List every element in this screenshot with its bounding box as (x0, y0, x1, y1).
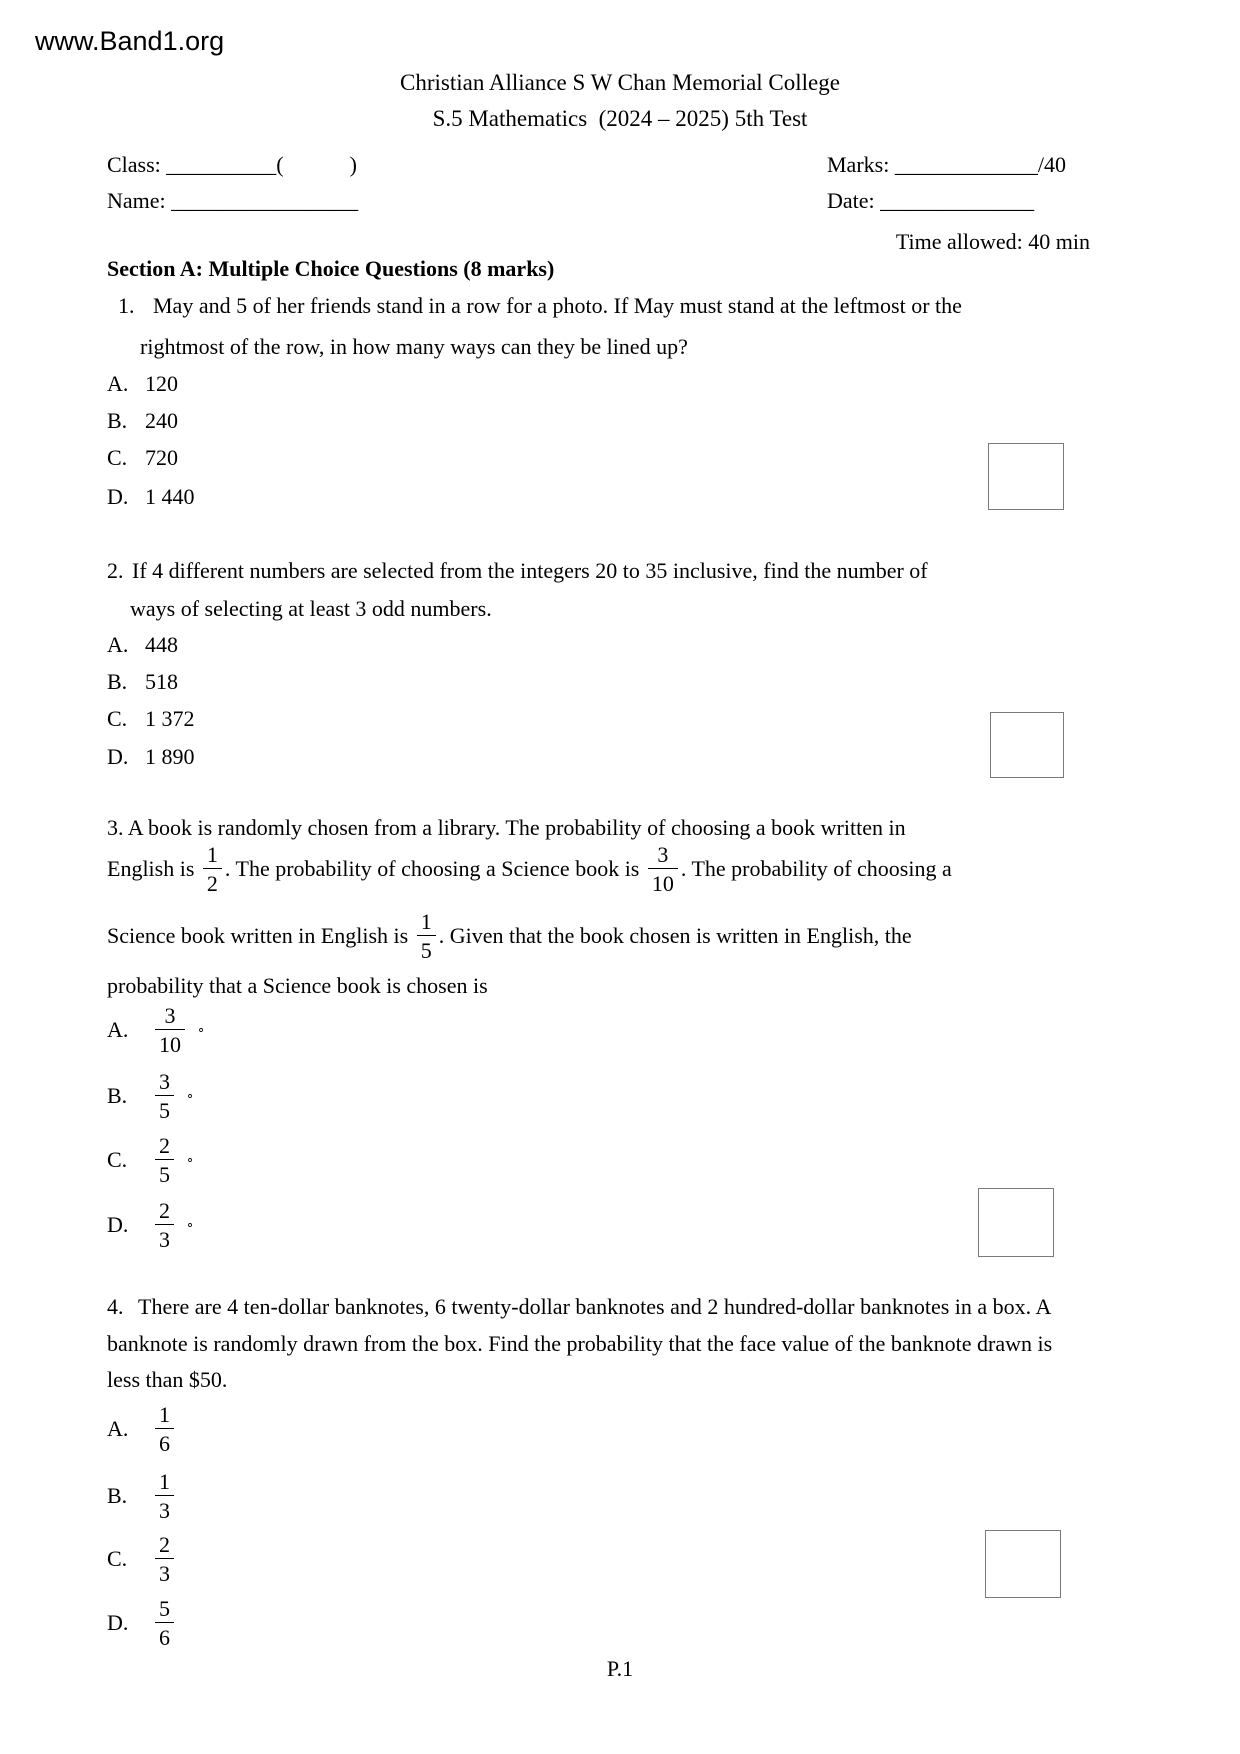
fraction-denominator: 10 (648, 868, 678, 895)
fraction-denominator: 3 (155, 1224, 174, 1251)
small-circle-mark: ∘ (197, 1022, 206, 1038)
q1-option-b-value: 240 (145, 408, 178, 433)
class-field (107, 152, 357, 178)
q3-option-b (107, 1070, 194, 1122)
q3-option-b-label: B. (107, 1083, 128, 1109)
q2-option-d-label: D. (107, 744, 129, 769)
school-title: Christian Alliance S W Chan Memorial College (400, 70, 840, 95)
fraction-numerator: 1 (420, 909, 432, 934)
date-blank[interactable]: ______________ (880, 188, 1035, 213)
q3-option-d-fraction (155, 1199, 174, 1251)
q1-text-line1: May and 5 of her friends stand in a row for a photo. If May must stand at the leftmost or the (153, 293, 962, 318)
q1-answer-box[interactable] (988, 443, 1064, 510)
q3-option-d-label: D. (107, 1212, 129, 1238)
q3-text-line1: 3. A book is randomly chosen from a library. The probability of choosing a book written in (107, 815, 906, 840)
q3-line2-seg1: English is (107, 856, 200, 882)
class-label: Class: (107, 152, 167, 177)
q1-number: 1. (118, 293, 135, 318)
watermark: www.Band1.org (35, 26, 225, 56)
q2-option-b (107, 669, 178, 695)
q2-option-a-label: A. (107, 632, 129, 657)
q3-text-line2 (107, 843, 952, 895)
q4-text-line1: There are 4 ten-dollar banknotes, 6 twenty-dollar banknotes and 2 hundred-dollar banknotes in a box. A (138, 1294, 1052, 1319)
q1-option-d-label: D. (107, 484, 129, 509)
q3-text-line4: probability that a Science book is chosen is (107, 973, 488, 998)
q4-option-c-label: C. (107, 1546, 128, 1572)
q2-answer-box[interactable] (990, 712, 1064, 778)
q1-option-d-value: 1 440 (145, 484, 195, 509)
q4-answer-box[interactable] (985, 1530, 1061, 1598)
q4-option-d-label: D. (107, 1610, 129, 1636)
q4-number: 4. (107, 1294, 124, 1319)
fraction-denominator: 6 (155, 1622, 174, 1649)
q4-text-line2: banknote is randomly drawn from the box. Find the probability that the face value of the banknote drawn is (107, 1331, 1053, 1356)
fraction-denominator: 6 (155, 1428, 174, 1455)
q3-line3-seg1: Science book written in English is (107, 923, 414, 949)
q3-option-c-label: C. (107, 1147, 128, 1173)
fraction-numerator: 1 (159, 1469, 170, 1494)
q3-line3-seg2: . Given that the book chosen is written in English, the (438, 923, 912, 949)
q2-option-a (107, 632, 178, 658)
q3-option-c (107, 1134, 194, 1186)
class-blank[interactable]: __________ (166, 152, 277, 177)
fraction-numerator: 1 (159, 1402, 170, 1427)
name-blank[interactable]: _________________ (171, 188, 359, 213)
marks-total: /40 (1037, 152, 1066, 177)
q2-option-c-label: C. (107, 706, 128, 731)
q2-number: 2. (107, 558, 124, 583)
fraction-numerator: 2 (159, 1133, 170, 1158)
q1-option-d (107, 484, 195, 510)
q4-option-c (107, 1533, 177, 1585)
q3-option-d (107, 1199, 194, 1251)
q1-option-a-value: 120 (145, 371, 178, 396)
fraction-denominator: 3 (155, 1495, 174, 1522)
q1-option-a-label: A. (107, 371, 129, 396)
fraction-one-fifth (417, 910, 436, 962)
small-circle-mark: ∘ (186, 1152, 195, 1168)
fraction-numerator: 3 (657, 842, 669, 867)
exam-title: S.5 Mathematics (2024 – 2025) 5th Test (432, 106, 808, 131)
q4-option-a (107, 1403, 177, 1455)
q4-option-a-label: A. (107, 1416, 129, 1442)
q2-option-d-value: 1 890 (145, 744, 195, 769)
small-circle-mark: ∘ (186, 1088, 195, 1104)
q3-option-b-fraction (155, 1070, 174, 1122)
fraction-numerator: 5 (159, 1596, 170, 1621)
fraction-numerator: 2 (159, 1532, 170, 1557)
fraction-one-half (203, 843, 222, 895)
q2-option-b-label: B. (107, 669, 128, 694)
fraction-numerator: 2 (159, 1198, 170, 1223)
section-a-heading: Section A: Multiple Choice Questions (8 marks) (107, 256, 555, 281)
q4-text-line3: less than $50. (107, 1367, 228, 1392)
marks-label: Marks: (827, 152, 895, 177)
q2-option-b-value: 518 (145, 669, 178, 694)
q4-option-b (107, 1470, 177, 1522)
q4-option-d-fraction (155, 1597, 174, 1649)
fraction-denominator: 5 (155, 1095, 174, 1122)
q4-option-d (107, 1597, 177, 1649)
q2-option-d (107, 744, 195, 770)
q3-text-line3 (107, 910, 912, 962)
q4-option-a-fraction (155, 1403, 174, 1455)
q3-option-a-fraction (155, 1004, 185, 1056)
q3-line2-seg2: . The probability of choosing a Science book is (224, 856, 645, 882)
q4-option-b-fraction (155, 1470, 174, 1522)
q1-text-line2: rightmost of the row, in how many ways can they be lined up? (140, 334, 688, 359)
small-circle-mark: ∘ (186, 1217, 195, 1233)
q2-option-a-value: 448 (145, 632, 178, 657)
q1-option-b-label: B. (107, 408, 128, 433)
q3-option-a-label: A. (107, 1017, 129, 1043)
q3-answer-box[interactable] (978, 1188, 1054, 1257)
fraction-denominator: 2 (203, 868, 222, 895)
fraction-denominator: 10 (155, 1029, 185, 1056)
q2-text-line2: ways of selecting at least 3 odd numbers. (130, 596, 492, 621)
q4-option-b-label: B. (107, 1483, 128, 1509)
date-field (827, 188, 1034, 214)
fraction-numerator: 3 (159, 1069, 170, 1094)
q2-option-c (107, 706, 195, 732)
q1-option-b (107, 408, 178, 434)
q1-option-c (107, 445, 178, 471)
q1-option-c-value: 720 (145, 445, 178, 470)
q3-option-a (107, 1004, 205, 1056)
date-label: Date: (827, 188, 881, 213)
q1-option-c-label: C. (107, 445, 128, 470)
page-number: P.1 (606, 1656, 634, 1681)
fraction-three-tenths (648, 843, 678, 895)
q2-text-line1: If 4 different numbers are selected from the integers 20 to 35 inclusive, find the number of (132, 558, 928, 583)
q3-line2-seg3: . The probability of choosing a (680, 856, 952, 882)
q1-option-a (107, 371, 178, 397)
q4-option-c-fraction (155, 1533, 174, 1585)
name-field (107, 188, 358, 214)
name-label: Name: (107, 188, 172, 213)
q3-option-c-fraction (155, 1134, 174, 1186)
marks-blank[interactable]: _____________ (894, 152, 1038, 177)
q2-option-c-value: 1 372 (145, 706, 195, 731)
fraction-numerator: 1 (206, 842, 218, 867)
fraction-denominator: 5 (155, 1159, 174, 1186)
fraction-numerator: 3 (164, 1003, 176, 1028)
time-allowed: Time allowed: 40 min (895, 229, 1090, 254)
class-group-parens[interactable]: ( ) (276, 152, 357, 177)
fraction-denominator: 3 (155, 1558, 174, 1585)
marks-field (827, 152, 1066, 178)
fraction-denominator: 5 (417, 935, 436, 962)
